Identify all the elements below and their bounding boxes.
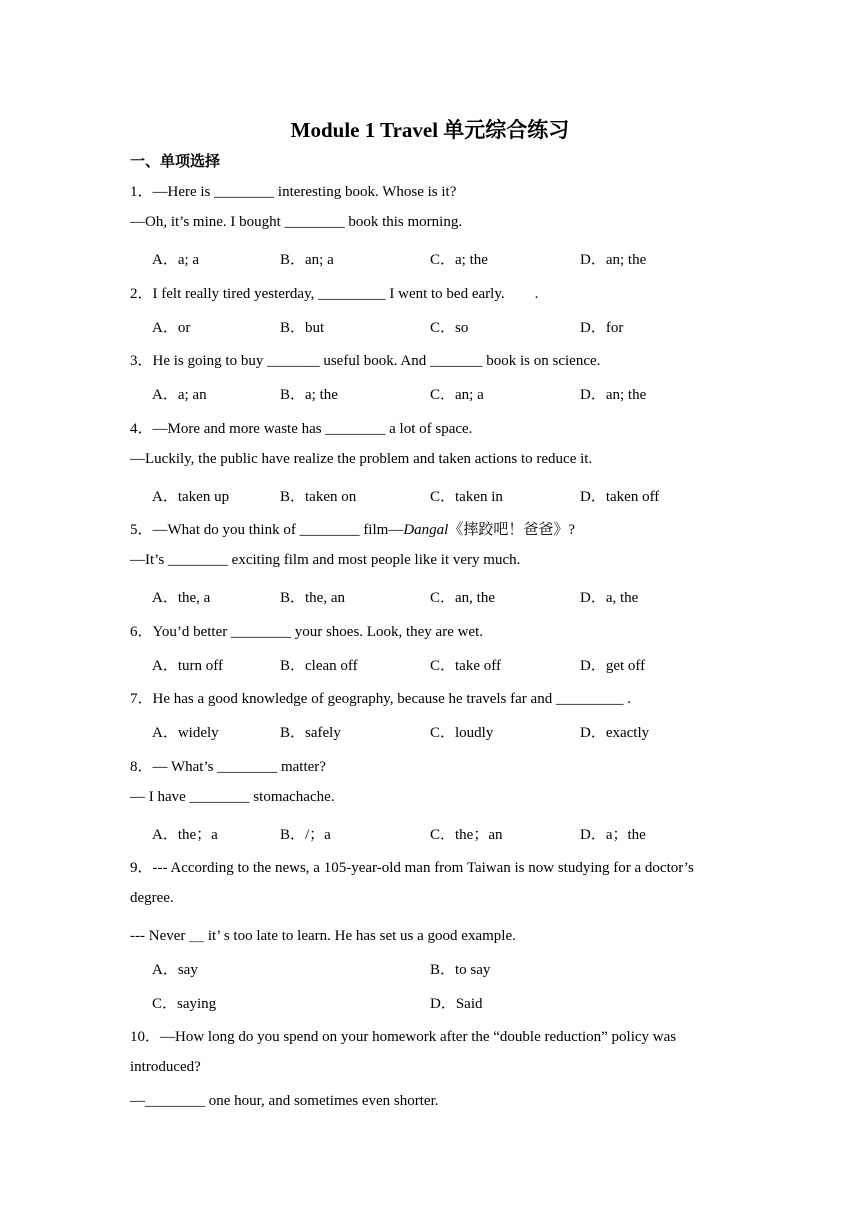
option-b[interactable]: B．/；a: [280, 827, 331, 843]
option-d[interactable]: D．Said: [430, 996, 483, 1012]
question-10-stem: 10．—How long do you spend on your homework after the “double reduction” policy was: [130, 1029, 677, 1045]
option-a[interactable]: A．the；a: [152, 827, 218, 843]
question-5-stem: [130, 518, 575, 539]
option-d[interactable]: D．a；the: [580, 827, 646, 843]
question-1-response: —Oh, it’s mine. I bought ________ book this morning.: [130, 214, 463, 230]
option-d[interactable]: D．an; the: [580, 252, 647, 268]
question-9-stem-continued: degree.: [130, 890, 174, 906]
option-d[interactable]: D．an; the: [580, 387, 647, 403]
option-c[interactable]: C．an; a: [430, 387, 484, 403]
question-4-response: —Luckily, the public have realize the problem and taken actions to reduce it.: [130, 451, 593, 467]
question-10-response: —________ one hour, and sometimes even shorter.: [130, 1093, 439, 1109]
page-title: Module 1 Travel 单元综合练习: [290, 118, 570, 142]
option-c[interactable]: C．a; the: [430, 252, 488, 268]
option-c[interactable]: C．the；an: [430, 827, 503, 843]
option-c[interactable]: C．take off: [430, 658, 501, 674]
question-8-options: [0, 823, 860, 843]
option-a[interactable]: A．turn off: [152, 658, 223, 674]
option-d[interactable]: D．a, the: [580, 590, 639, 606]
option-b[interactable]: B．clean off: [280, 658, 358, 674]
option-b[interactable]: B．taken on: [280, 489, 357, 505]
question-9-options-row-2: [0, 992, 860, 1012]
option-c[interactable]: C．an, the: [430, 590, 495, 606]
option-d[interactable]: D．exactly: [580, 725, 650, 741]
option-b[interactable]: B．a; the: [280, 387, 338, 403]
question-5-stem-text: 5．—What do you think of ________ film—: [130, 522, 404, 538]
question-6-options: [0, 654, 860, 674]
film-title-chinese: 《摔跤吧！爸爸》?: [448, 522, 575, 538]
option-c[interactable]: C．so: [430, 320, 469, 336]
question-2-options: [0, 316, 860, 336]
question-7-stem: 7．He has a good knowledge of geography, because he travels far and _________ .: [130, 691, 631, 707]
option-b[interactable]: B．but: [280, 320, 325, 336]
option-d[interactable]: D．for: [580, 320, 624, 336]
option-b[interactable]: B．an; a: [280, 252, 334, 268]
question-2-stem: 2．I felt really tired yesterday, _________ I went to bed early. .: [130, 286, 539, 302]
option-a[interactable]: A．say: [152, 962, 198, 978]
question-5-options: [0, 586, 860, 606]
option-a[interactable]: A．taken up: [152, 489, 230, 505]
option-c[interactable]: C．loudly: [430, 725, 494, 741]
film-title: Dangal: [403, 522, 449, 538]
option-d[interactable]: D．get off: [580, 658, 646, 674]
option-a[interactable]: A．the, a: [152, 590, 211, 606]
question-8-stem: 8．— What’s ________ matter?: [130, 759, 326, 775]
option-a[interactable]: A．widely: [152, 725, 219, 741]
question-8-response: — I have ________ stomachache.: [130, 789, 335, 805]
question-4-options: [0, 485, 860, 505]
question-9-stem: 9．--- According to the news, a 105-year-old man from Taiwan is now studying for a doctor’s: [130, 860, 694, 876]
option-a[interactable]: A．or: [152, 320, 191, 336]
question-1-options: [0, 248, 860, 268]
option-b[interactable]: B．safely: [280, 725, 341, 741]
question-5-response: —It’s ________ exciting film and most people like it very much.: [130, 552, 521, 568]
option-b[interactable]: B．to say: [430, 962, 491, 978]
section-heading: 一、单项选择: [130, 152, 221, 170]
option-b[interactable]: B．the, an: [280, 590, 345, 606]
option-d[interactable]: D．taken off: [580, 489, 660, 505]
question-3-stem: 3．He is going to buy _______ useful book. And _______ book is on science.: [130, 353, 601, 369]
question-3-options: [0, 383, 860, 403]
option-c[interactable]: C．taken in: [430, 489, 503, 505]
option-c[interactable]: C．saying: [152, 996, 217, 1012]
option-a[interactable]: A．a; an: [152, 387, 207, 403]
question-6-stem: 6．You’d better ________ your shoes. Look, they are wet.: [130, 624, 484, 640]
question-10-stem-continued: introduced?: [130, 1059, 201, 1075]
question-1-stem: 1．—Here is ________ interesting book. Whose is it?: [130, 184, 457, 200]
question-9-response: --- Never ＿ it’ s too late to learn. He has set us a good example.: [130, 928, 516, 944]
question-4-stem: 4．—More and more waste has ________ a lot of space.: [130, 421, 473, 437]
option-a[interactable]: A．a; a: [152, 252, 200, 268]
question-9-options-row-1: [0, 958, 860, 978]
question-7-options: [0, 721, 860, 741]
